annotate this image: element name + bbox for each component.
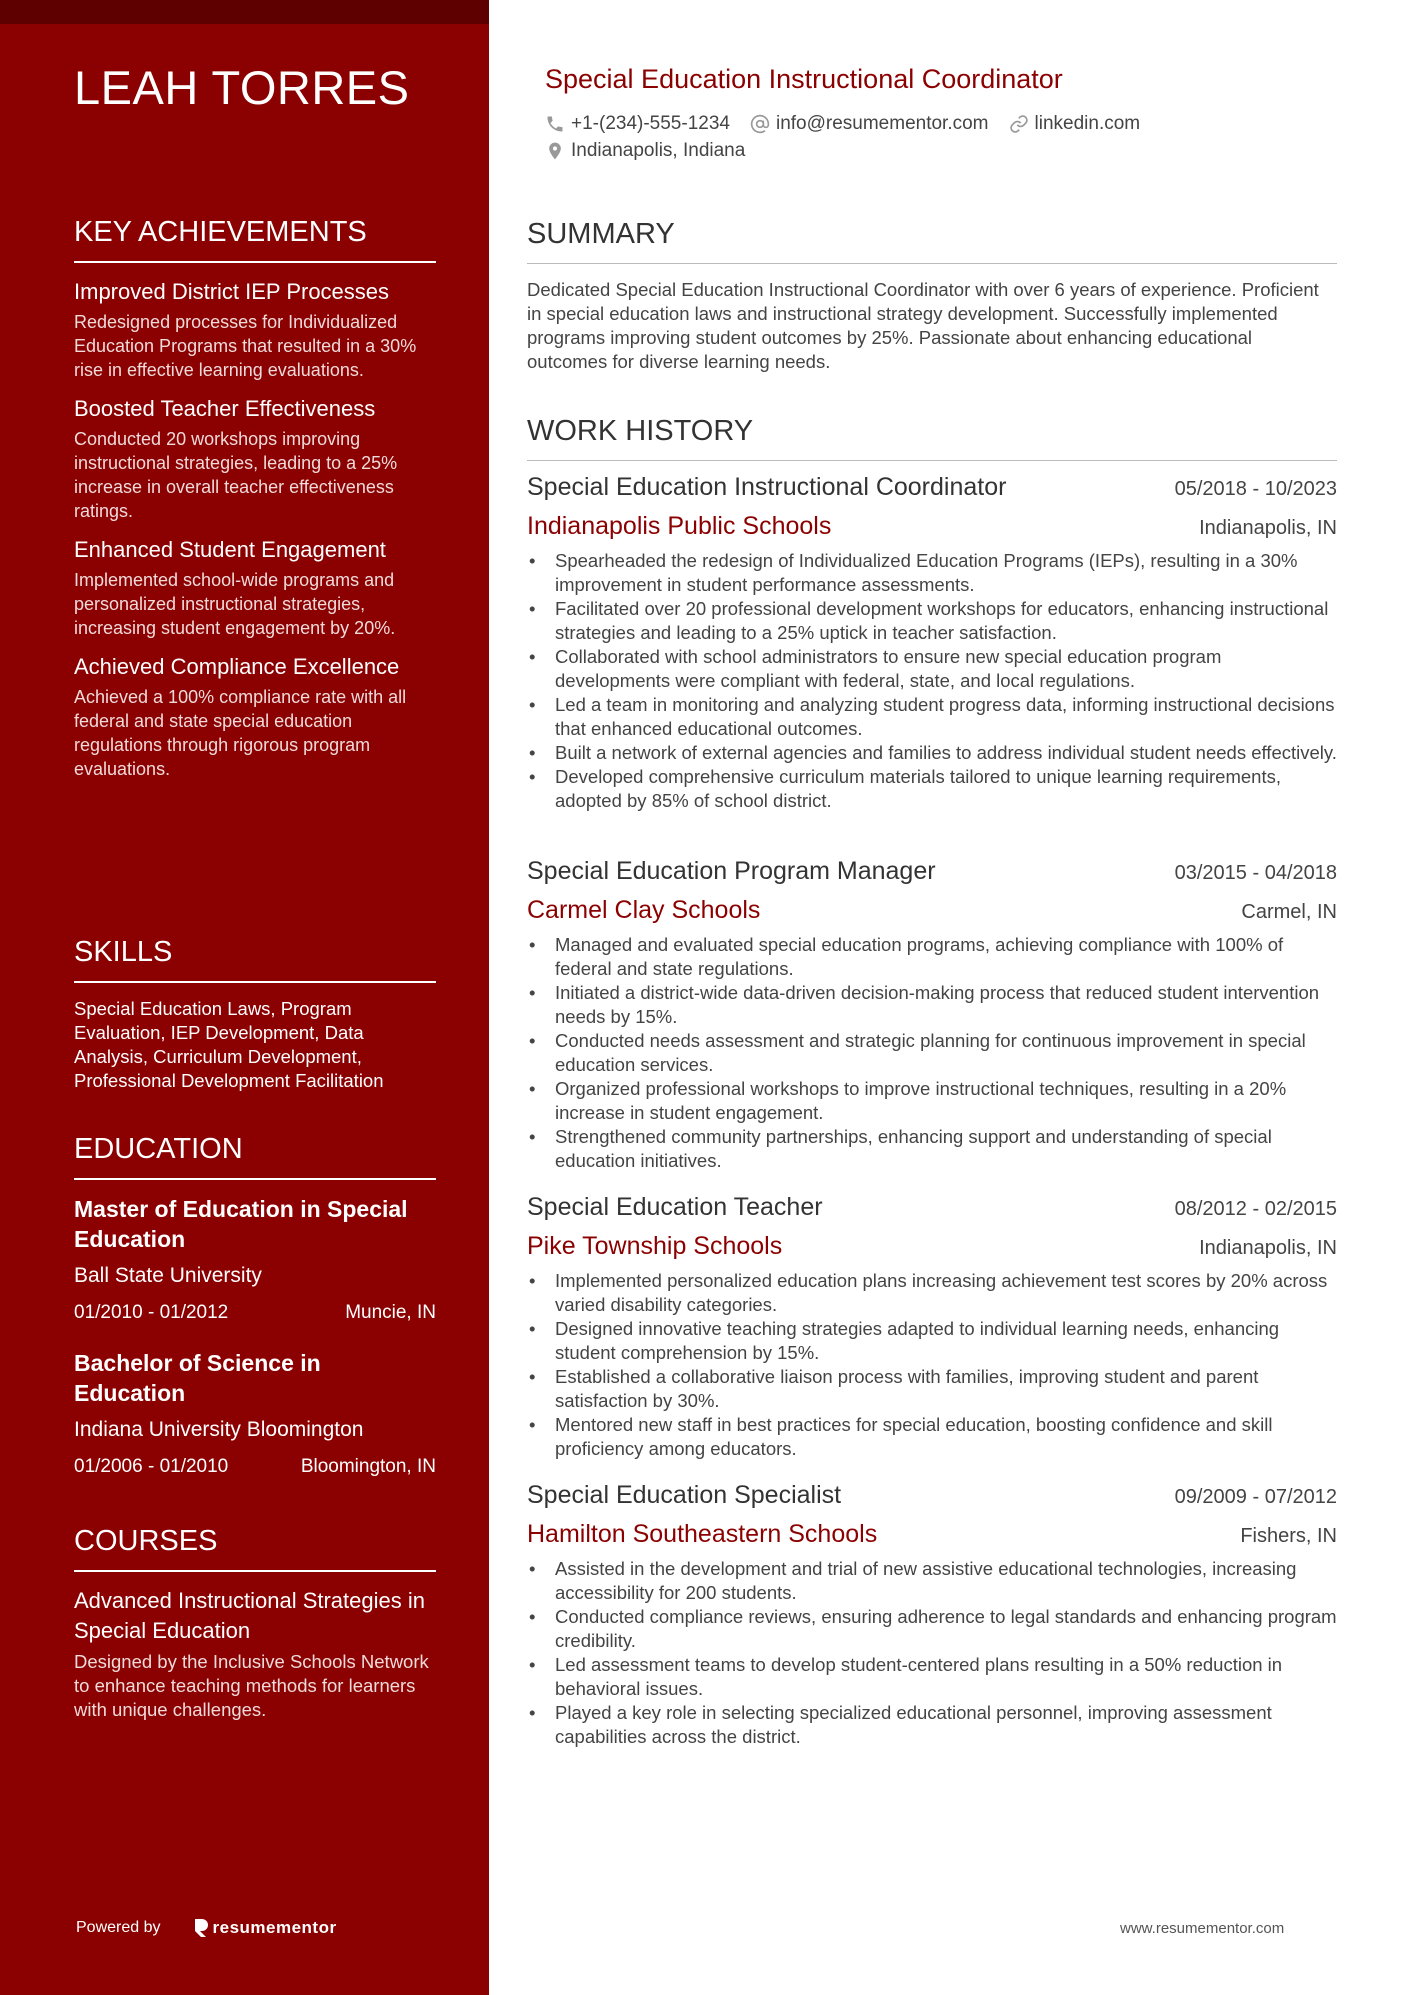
phone-text: +1-(234)-555-1234 [571,113,730,134]
education-degree: Bachelor of Science in Education [74,1350,321,1406]
job-company: Carmel Clay Schools [527,896,761,924]
job-bullet: • Initiated a district-wide data-driven decision-making process that reduced student intervention needs by 15%. [527,981,1337,1029]
job-header [527,1481,1337,1510]
job-bullet: • Established a collaborative liaison process with families, improving student and parent satisfaction by 30%. [527,1365,1337,1413]
course-desc: Designed by the Inclusive Schools Network to enhance teaching methods for learners with unique challenges. [74,1651,429,1720]
job-subheader [527,1520,1337,1549]
job-location: Fishers, IN [1240,1525,1337,1547]
job-bullet: • Assisted in the development and trial of new assistive educational technologies, increasing accessibility for 200 students. [527,1557,1337,1605]
job-dates: 03/2015 - 04/2018 [1174,862,1337,884]
job-company: Indianapolis Public Schools [527,512,832,540]
achievement-desc: Implemented school-wide programs and personalized instructional strategies, increasing student engagement by 20%. [74,570,396,638]
linkedin-text: linkedin.com [1034,113,1141,134]
contact-email[interactable] [750,113,989,135]
education-school: Ball State University [74,1264,262,1287]
sidebar [0,0,489,1995]
achievement-desc: Redesigned processes for Individualized Education Programs that resulted in a 30% rise in effective learning evaluations. [74,312,417,380]
job-bullet: • Developed comprehensive curriculum materials tailored to unique learning requirements, adopted by 85% of school district. [527,765,1337,813]
job-bullet: • Facilitated over 20 professional development workshops for educators, enhancing instructional strategies and leading to a 25% uptick in teacher satisfaction. [527,597,1337,645]
achievement-item [74,277,436,382]
summary-text: Dedicated Special Education Instructional Coordinator with over 6 years of experience. Proficient in special education laws and instructional strategy development. Successfully implemented programs improving student outcomes by 25%. Passionate about enhancing educational outcomes for diverse learning needs. [527,279,1319,372]
location-text: Indianapolis, Indiana [571,140,746,161]
job-entry [527,1481,1337,1749]
skills-section [74,936,436,1093]
brand-name: resumementor [212,1918,337,1937]
skills-heading: SKILLS [74,936,436,983]
achievement-desc: Conducted 20 workshops improving instructional strategies, leading to a 25% increase in overall teacher effectiveness ratings. [74,429,398,521]
job-entry [527,1193,1337,1461]
map-pin-icon [545,141,565,161]
work-history-heading: WORK HISTORY [527,415,1337,461]
achievement-title: Enhanced Student Engagement [74,537,386,562]
job-entry [527,473,1337,813]
achievement-title: Achieved Compliance Excellence [74,654,400,679]
job-bullet: • Conducted needs assessment and strategic planning for continuous improvement in special education services. [527,1029,1337,1077]
job-role: Special Education Teacher [527,1193,823,1221]
sidebar-top-strip [0,0,489,24]
achievement-item [74,652,436,781]
achievement-item [74,535,436,640]
phone-icon [545,114,565,134]
achievements-section [74,216,436,781]
job-bullet: • Mentored new staff in best practices for special education, boosting confidence and skill proficiency among educators. [527,1413,1337,1461]
job-entry [527,857,1337,1173]
job-subheader [527,1232,1337,1261]
job-bullet: • Implemented personalized education plans increasing achievement test scores by 20% across varied disability categories. [527,1269,1337,1317]
contact-row-location [545,140,765,162]
job-location: Indianapolis, IN [1199,517,1337,539]
education-meta [74,1456,436,1478]
target-job-title: Special Education Instructional Coordinator [545,64,1063,94]
contact-linkedin[interactable] [1009,113,1141,135]
education-school: Indiana University Bloomington [74,1418,364,1441]
job-bullet: • Built a network of external agencies and families to address individual student needs effectively. [527,741,1337,765]
job-dates: 08/2012 - 02/2015 [1174,1198,1337,1220]
job-bullets [527,1557,1337,1749]
job-bullet: • Spearheaded the redesign of Individualized Education Programs (IEPs), resulting in a 30% improvement in student performance assessments. [527,549,1337,597]
summary-heading: SUMMARY [527,218,1337,264]
achievement-title: Improved District IEP Processes [74,279,390,304]
job-bullets [527,933,1337,1173]
job-header [527,857,1337,886]
email-text: info@resumementor.com [775,113,989,134]
achievement-item [74,394,436,523]
job-dates: 05/2018 - 10/2023 [1174,478,1337,500]
job-role: Special Education Program Manager [527,857,936,885]
education-location: Muncie, IN [345,1302,436,1323]
achievement-title: Boosted Teacher Effectiveness [74,396,376,421]
at-sign-icon [750,114,770,134]
education-location: Bloomington, IN [300,1456,436,1477]
skills-list: Special Education Laws, Program Evaluation, IEP Development, Data Analysis, Curriculum Development, Professional Development Facilitation [74,998,384,1091]
job-bullet: • Led assessment teams to develop student-centered plans resulting in a 50% reduction in behavioral issues. [527,1653,1337,1701]
courses-heading: COURSES [74,1525,436,1572]
candidate-name: LEAH TORRES [74,61,410,114]
education-item [74,1194,436,1324]
contact-row [545,113,1160,135]
job-bullets [527,1269,1337,1461]
brand-logo[interactable] [193,1918,337,1938]
achievement-desc: Achieved a 100% compliance rate with all federal and state special education regulations through rigorous program evaluations. [74,687,407,779]
education-item [74,1348,436,1478]
job-header [527,473,1337,502]
education-section [74,1133,436,1478]
powered-by-label: Powered by [76,1919,161,1936]
education-degree: Master of Education in Special Education [74,1196,408,1252]
job-location: Indianapolis, IN [1199,1237,1337,1259]
job-company: Hamilton Southeastern Schools [527,1520,878,1548]
education-meta [74,1302,436,1324]
job-bullets [527,549,1337,813]
job-dates: 09/2009 - 07/2012 [1174,1486,1337,1508]
job-bullet: • Conducted compliance reviews, ensuring adherence to legal standards and enhancing program credibility. [527,1605,1337,1653]
link-icon [1009,114,1029,134]
resumementor-logo-icon [193,1918,209,1938]
job-bullet: • Played a key role in selecting specialized educational personnel, improving assessment capabilities across the district. [527,1701,1337,1749]
footer-url[interactable]: www.resumementor.com [1120,1920,1285,1937]
job-bullet: • Managed and evaluated special education programs, achieving compliance with 100% of federal and state regulations. [527,933,1337,981]
job-bullet: • Collaborated with school administrators to ensure new special education program developments were compliant with federal, state, and local regulations. [527,645,1337,693]
education-dates: 01/2006 - 01/2010 [74,1456,229,1477]
job-subheader [527,896,1337,925]
job-bullet: • Organized professional workshops to improve instructional techniques, resulting in a 20% increase in student engagement. [527,1077,1337,1125]
powered-by [76,1918,337,1938]
education-dates: 01/2010 - 01/2012 [74,1302,229,1323]
job-subheader [527,512,1337,541]
courses-section [74,1525,436,1722]
job-bullet: • Designed innovative teaching strategies adapted to individual learning needs, enhancing student comprehension by 15%. [527,1317,1337,1365]
job-location: Carmel, IN [1241,901,1337,923]
job-header [527,1193,1337,1222]
education-heading: EDUCATION [74,1133,436,1180]
contact-phone[interactable] [545,113,730,135]
contact-location [545,140,745,162]
job-bullet: • Strengthened community partnerships, enhancing support and understanding of special education initiatives. [527,1125,1337,1173]
job-bullet: • Led a team in monitoring and analyzing student progress data, informing instructional decisions that enhanced educational outcomes. [527,693,1337,741]
job-role: Special Education Instructional Coordinator [527,473,1007,501]
achievements-heading: KEY ACHIEVEMENTS [74,216,436,263]
job-company: Pike Township Schools [527,1232,783,1260]
job-role: Special Education Specialist [527,1481,842,1509]
course-title: Advanced Instructional Strategies in Special Education [74,1588,425,1643]
